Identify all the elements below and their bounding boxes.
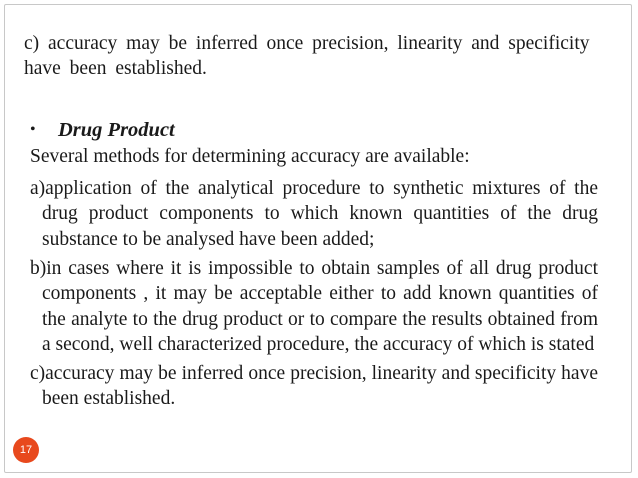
heading-row [30,117,175,143]
methods-list [30,176,598,415]
list-item-a: a)application of the analytical procedure to synthetic mixtures of the drug product components to which known quantities of the drug substance to be analysed have been added; [30,178,598,250]
top-paragraph: c) accuracy may be inferred once precision, linearity and specificity have been established. [24,33,590,79]
intro-text: Several methods for determining accuracy are available: [30,146,470,167]
bullet-icon: • [30,121,36,138]
list-item-c: c)accuracy may be inferred once precision, linearity and specificity have been established. [30,362,598,410]
list-item-b: b)in cases where it is impossible to obtain samples of all drug product components , it may be acceptable either to add known quantities of the analyte to the drug product or to compare the results obtained from a second, well characterized procedure, the accuracy of which is stated [30,257,598,355]
page-number-badge: 17 [13,437,39,463]
section-heading: Drug Product [58,119,175,141]
